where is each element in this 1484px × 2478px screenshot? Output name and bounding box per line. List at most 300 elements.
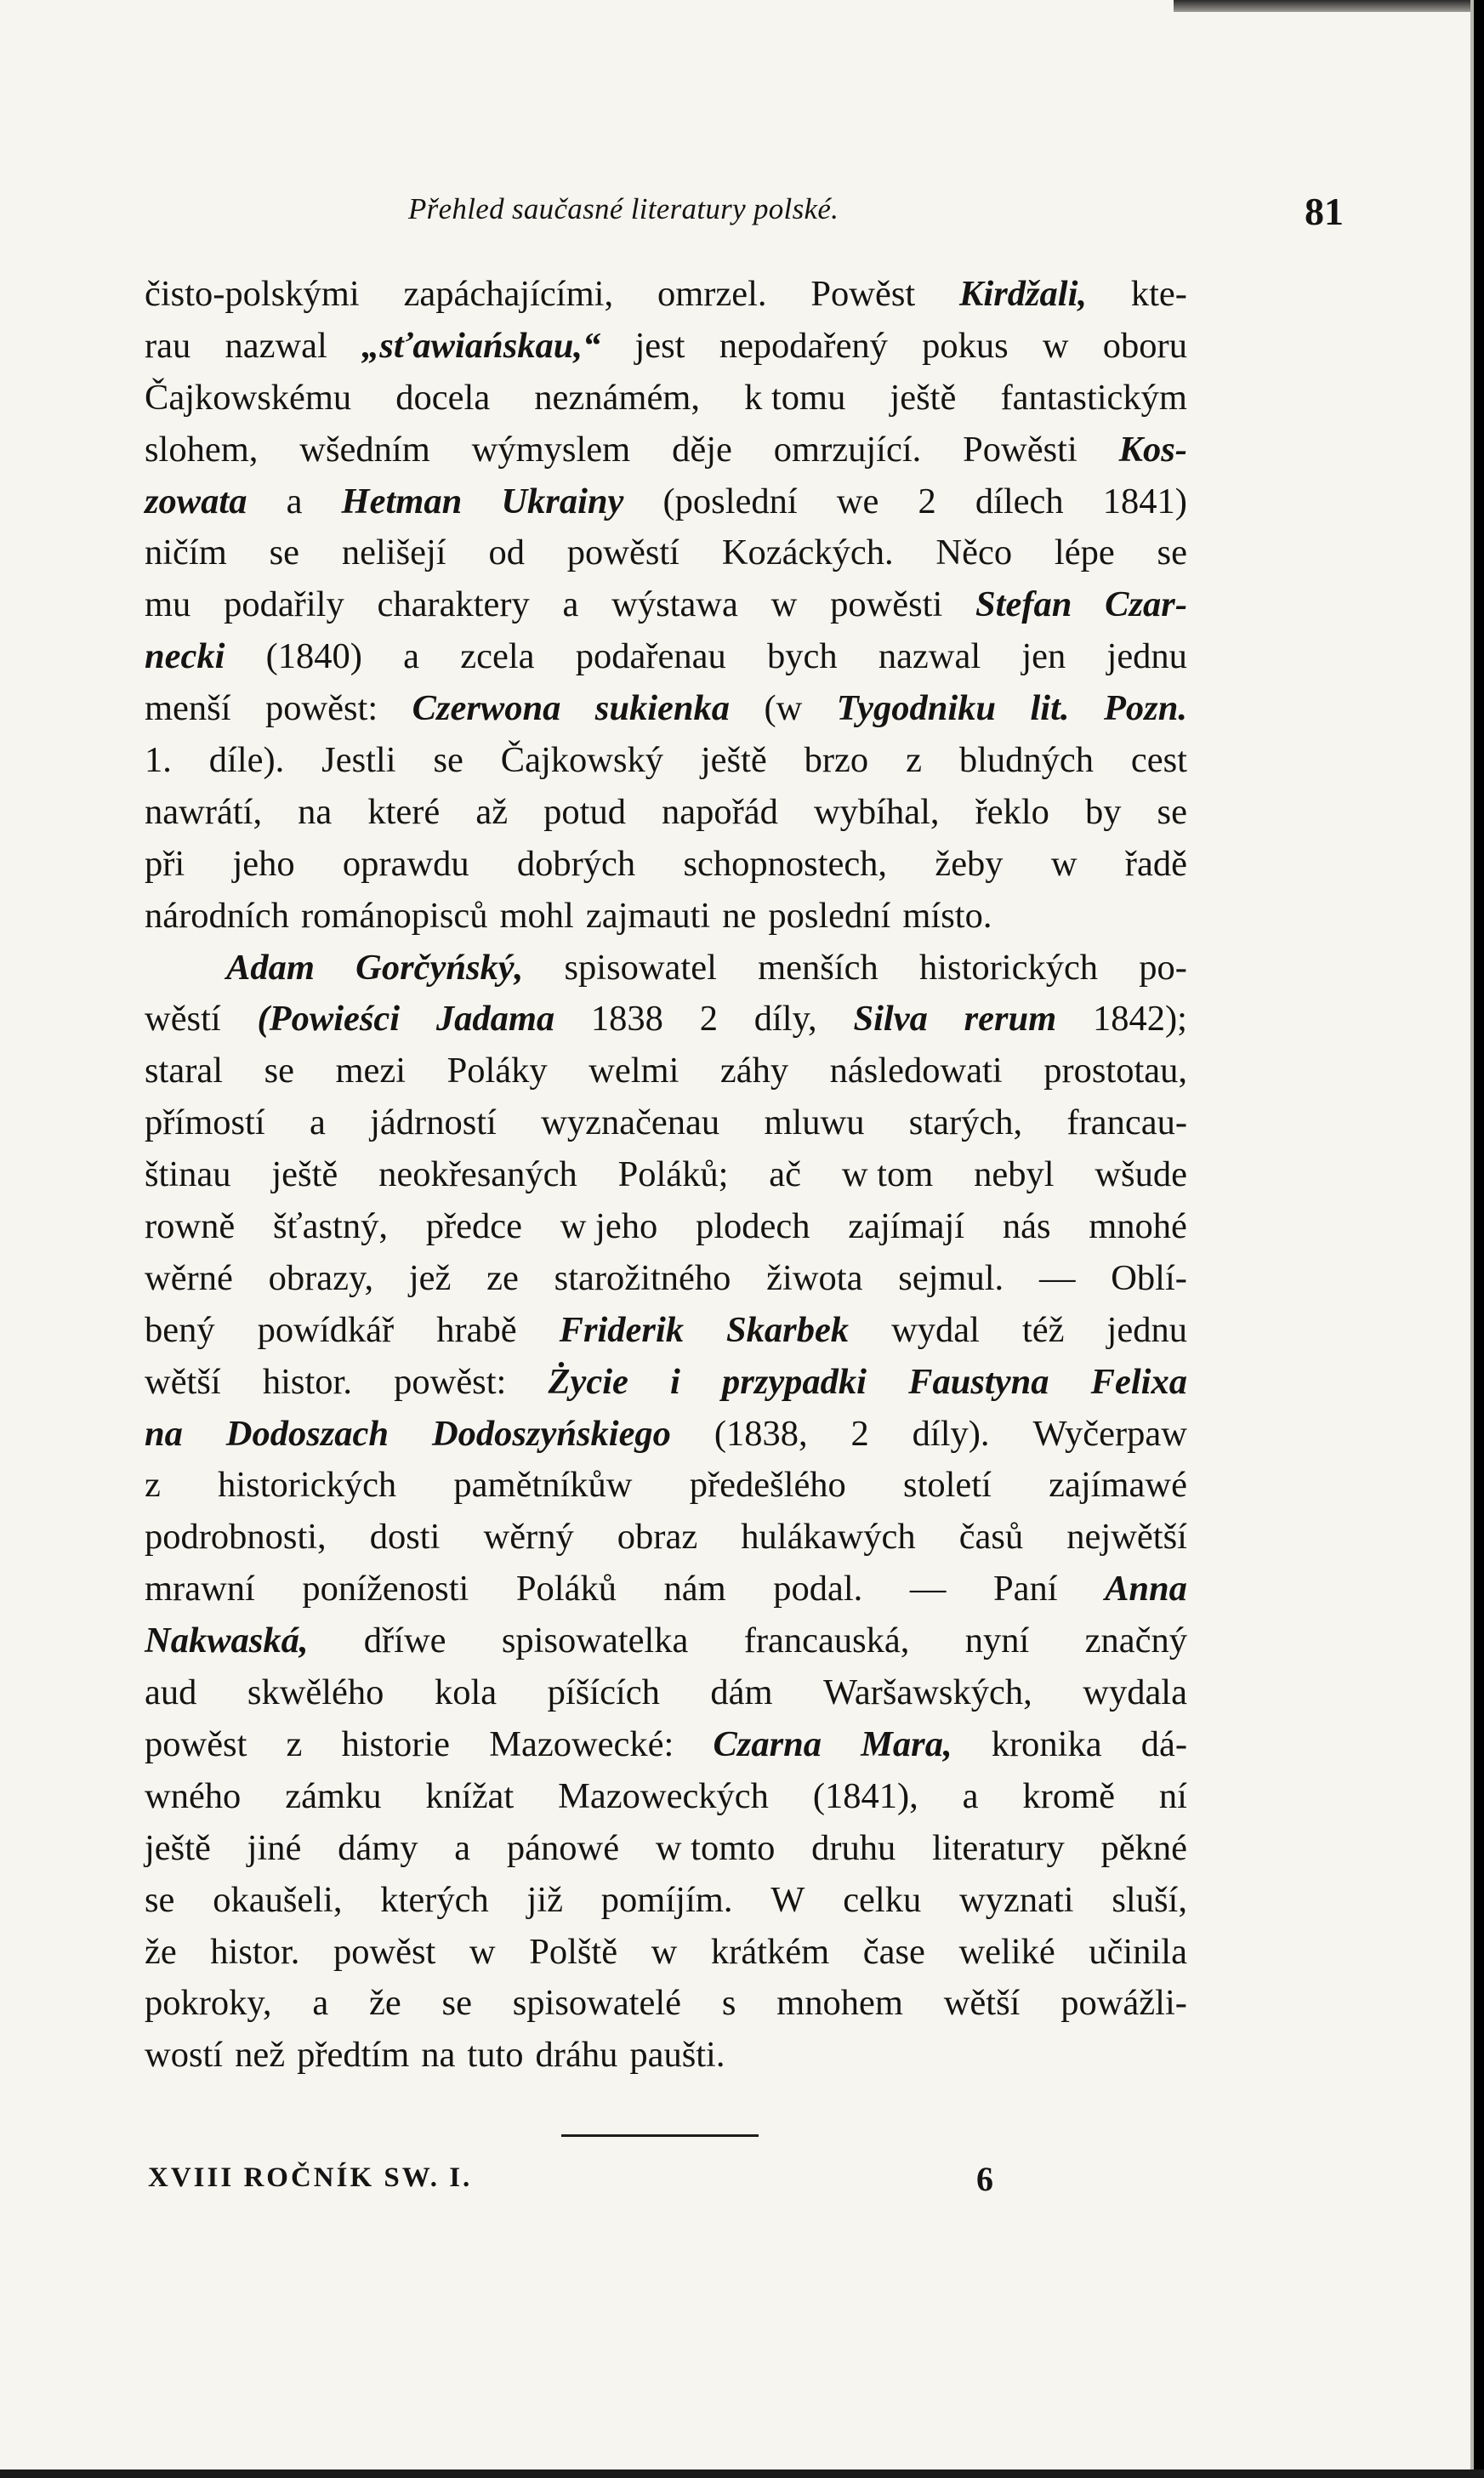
word: wyznačenau <box>541 1102 720 1143</box>
word: lépe <box>1054 533 1115 573</box>
scan-edge-right <box>1474 0 1484 2478</box>
word: při <box>145 843 185 884</box>
word: po- <box>1139 947 1187 988</box>
italic-word: Pozn. <box>1103 688 1187 729</box>
word: wydala <box>1083 1672 1187 1713</box>
word: welmi <box>588 1051 679 1091</box>
word: hrabě <box>436 1309 517 1350</box>
word: 1838 <box>590 999 663 1040</box>
word: powěst <box>145 1723 247 1764</box>
word: rowně <box>145 1206 236 1247</box>
text-line <box>145 1460 1187 1512</box>
word: wšedním <box>299 429 430 470</box>
word: kronika <box>991 1723 1102 1764</box>
word: menších <box>758 947 878 988</box>
word: Čajkowský <box>500 740 663 781</box>
text-line <box>145 943 1187 994</box>
word: (1838, <box>714 1413 808 1454</box>
word: spisowatelka <box>501 1621 689 1661</box>
word: jiné <box>247 1827 302 1868</box>
word: řeklo <box>975 791 1049 832</box>
word: díle). <box>208 740 285 781</box>
italic-word: Anna <box>1105 1569 1187 1609</box>
word: (1841), <box>812 1775 918 1816</box>
word: a <box>962 1775 979 1816</box>
word: mrawní <box>145 1569 255 1609</box>
word: že <box>145 1931 177 1972</box>
word: starožitného <box>554 1257 731 1298</box>
word: že <box>369 1983 401 2024</box>
text-line <box>145 994 1187 1045</box>
word: přímostí <box>145 1102 265 1143</box>
word: jež <box>408 1257 452 1298</box>
text-line <box>145 579 1187 631</box>
word: knížat <box>425 1775 515 1816</box>
italic-word: Felixa <box>1090 1361 1187 1402</box>
word: Paní <box>992 1569 1058 1609</box>
body-text <box>145 269 1187 2082</box>
word: románopisců <box>300 895 488 936</box>
word: histor. <box>262 1361 352 1402</box>
word: paušti. <box>629 2035 725 2076</box>
word: ní <box>1158 1775 1187 1816</box>
word: wěrný <box>483 1517 574 1558</box>
word: šťastný, <box>272 1206 388 1247</box>
text-line <box>145 1875 1187 1927</box>
italic-word: Adam <box>226 947 315 988</box>
word: wětší <box>145 1361 221 1402</box>
word: francau- <box>1066 1102 1187 1143</box>
word: a <box>454 1827 471 1868</box>
italic-word: Hetman <box>341 481 463 521</box>
word: okaušeli, <box>213 1879 343 1920</box>
word: starých, <box>908 1102 1023 1143</box>
word: powěst: <box>394 1361 507 1402</box>
text-line <box>145 1357 1187 1409</box>
footer-rule <box>561 2134 759 2137</box>
word: — <box>909 1569 947 1609</box>
word: tuto <box>467 2035 524 2076</box>
word: zámku <box>285 1775 382 1816</box>
word: poslední <box>768 895 891 936</box>
word: rau <box>145 325 191 366</box>
word: wěstí <box>145 999 221 1040</box>
word: 2 <box>918 481 936 521</box>
word: w tom <box>841 1154 934 1195</box>
word: menší <box>145 688 231 729</box>
word: sluší, <box>1112 1879 1187 1920</box>
word: dá- <box>1140 1723 1187 1764</box>
text-line <box>145 321 1187 373</box>
word: Jestli <box>321 740 396 781</box>
word: národních <box>145 895 289 936</box>
word: w tomto <box>655 1827 776 1868</box>
word: nyní <box>964 1621 1030 1661</box>
text-line <box>145 2030 1187 2082</box>
italic-word: zowata <box>145 481 247 521</box>
word: mluwu <box>764 1102 865 1143</box>
word: W <box>770 1879 805 1920</box>
word: mnohem <box>776 1983 903 2024</box>
word: Kozáckých. <box>721 533 894 573</box>
word: podal. <box>773 1569 863 1609</box>
italic-word: Jadama <box>435 999 555 1040</box>
word: staral <box>145 1051 224 1091</box>
word: obraz <box>617 1517 698 1558</box>
italic-word: „sťawiańskau,“ <box>361 325 601 366</box>
word: jen <box>1021 636 1066 677</box>
word: brzo <box>804 740 869 781</box>
word: bych <box>766 636 838 677</box>
word: záhy <box>719 1051 789 1091</box>
italic-word: Dodoszyńskiego <box>431 1413 671 1454</box>
word: potud <box>543 791 626 832</box>
word: francauská, <box>743 1621 910 1661</box>
signature-mark: XVIII ROČNÍK SW. I. <box>148 2162 473 2193</box>
word: ničím <box>145 533 227 573</box>
word: Polště <box>529 1931 618 1972</box>
text-line <box>145 1045 1187 1097</box>
word: nawrátí, <box>145 791 263 832</box>
italic-word: Friderik <box>559 1309 684 1350</box>
word: Powěst <box>810 274 916 314</box>
italic-word: Ukrainy <box>501 481 624 521</box>
word: a <box>403 636 420 677</box>
italic-word: lit. <box>1030 688 1070 729</box>
word: histor. <box>210 1931 300 1972</box>
word: powěstí <box>566 533 679 573</box>
word: nelišejí <box>341 533 446 573</box>
word: časů <box>958 1517 1024 1558</box>
sheet-number: 6 <box>976 2160 993 2198</box>
word: se <box>1157 533 1187 573</box>
word: díly). <box>912 1413 990 1454</box>
text-line <box>145 1719 1187 1771</box>
word: nazwal <box>225 325 327 366</box>
word: z <box>145 1465 161 1506</box>
word: mnohé <box>1089 1206 1187 1247</box>
word: celku <box>843 1879 922 1920</box>
word: a <box>312 1983 329 2024</box>
running-head <box>136 189 1344 248</box>
word: mezi <box>335 1051 407 1091</box>
word: Oblí- <box>1111 1257 1187 1298</box>
word: ne <box>722 895 757 936</box>
text-line <box>145 1097 1187 1149</box>
word: kterých <box>380 1879 489 1920</box>
word: pokroky, <box>145 1983 272 2024</box>
word: ještě <box>890 377 957 418</box>
italic-word: Tygodniku <box>836 688 997 729</box>
word: neokřesaných <box>378 1154 577 1195</box>
word: omrzující. <box>773 429 922 470</box>
word: Waršawských, <box>823 1672 1032 1713</box>
word: jádrností <box>370 1102 497 1143</box>
word: wydal <box>891 1309 980 1350</box>
text-line <box>145 839 1187 891</box>
word: s <box>721 1983 736 2024</box>
word: — <box>1038 1257 1076 1298</box>
word: wýmyslem <box>471 429 631 470</box>
italic-word: rerum <box>964 999 1057 1040</box>
word: pamětníkůw <box>453 1465 633 1506</box>
word: kromě <box>1022 1775 1115 1816</box>
word: 2 <box>850 1413 869 1454</box>
word: pánowé <box>506 1827 620 1868</box>
text-line <box>145 527 1187 579</box>
word: spisowatelé <box>512 1983 682 2024</box>
word: z <box>286 1723 303 1764</box>
word: podařily <box>224 584 344 625</box>
word: oprawdu <box>342 843 469 884</box>
running-title: Přehled saučasné literatury polské. <box>408 192 839 225</box>
word: řadě <box>1124 843 1187 884</box>
word: čase <box>862 1931 925 1972</box>
text-line <box>145 1823 1187 1875</box>
word: děje <box>672 429 732 470</box>
word: poníženosti <box>302 1569 469 1609</box>
word: bený <box>145 1309 215 1350</box>
word: Mazoweckých <box>558 1775 769 1816</box>
italic-word: Czerwona <box>412 688 561 729</box>
word: čisto-polskými <box>145 274 360 314</box>
word: mohl <box>499 895 574 936</box>
word: historie <box>341 1723 451 1764</box>
word: nepodařený <box>719 325 888 366</box>
word: dráhu <box>535 2035 618 2076</box>
word: jednu <box>1106 636 1187 677</box>
word: 1842); <box>1093 999 1187 1040</box>
word: nám <box>663 1569 726 1609</box>
scan-edge-bottom <box>0 2469 1484 2478</box>
text-line <box>145 1771 1187 1823</box>
text-line <box>145 373 1187 424</box>
word: na <box>298 791 333 832</box>
word: sejmul. <box>898 1257 1004 1298</box>
word: žiwota <box>766 1257 863 1298</box>
word: zapáchajícími, <box>403 274 614 314</box>
word: wostí <box>145 2035 224 2076</box>
text-line <box>145 1409 1187 1461</box>
text-line <box>145 1253 1187 1305</box>
word: (poslední <box>662 481 798 521</box>
word: píšících <box>547 1672 660 1713</box>
italic-word: Faustyna <box>908 1361 1049 1402</box>
word: místo. <box>902 895 992 936</box>
word: wybíhal, <box>813 791 940 832</box>
word: se <box>1157 791 1187 832</box>
word: (1840) <box>265 636 362 677</box>
word: omrzel. <box>657 274 767 314</box>
word: bludných <box>958 740 1095 781</box>
italic-word: Stefan <box>975 584 1072 625</box>
word: se <box>433 740 463 781</box>
word: spisowatel <box>564 947 717 988</box>
word: napořád <box>662 791 778 832</box>
italic-word: Nakwaská, <box>145 1621 309 1661</box>
word: nazwal <box>878 636 981 677</box>
word: (w <box>764 688 803 729</box>
word: ještě <box>145 1827 211 1868</box>
word: w <box>1050 843 1077 884</box>
word: powážli- <box>1060 1983 1187 2024</box>
italic-word: sukienka <box>594 688 731 729</box>
text-line <box>145 1564 1187 1615</box>
word: Wyčerpaw <box>1032 1413 1187 1454</box>
word: obrazy, <box>268 1257 374 1298</box>
word: weliké <box>958 1931 1055 1972</box>
word: značný <box>1084 1621 1187 1661</box>
text-line <box>145 1615 1187 1667</box>
word: mu <box>145 584 191 625</box>
text-line <box>145 683 1187 735</box>
word: jeho <box>232 843 295 884</box>
italic-word: i <box>670 1361 680 1402</box>
italic-word: na <box>145 1413 183 1454</box>
word: krátkém <box>710 1931 830 1972</box>
word: powídkář <box>257 1309 395 1350</box>
text-line <box>145 1978 1187 2030</box>
word: druhu <box>811 1827 896 1868</box>
word: powěst: <box>264 688 378 729</box>
word: Čajkowskému <box>145 377 352 418</box>
page-number: 81 <box>1305 190 1344 233</box>
text-line <box>145 1512 1187 1564</box>
word: Poláků; <box>617 1154 729 1195</box>
word: skwělého <box>247 1672 384 1713</box>
word: plodech <box>695 1206 810 1247</box>
word: historických <box>218 1465 397 1506</box>
word: powěsti <box>830 584 943 625</box>
word: dámy <box>338 1827 418 1868</box>
word: dosti <box>369 1517 441 1558</box>
word: neznámém, <box>534 377 700 418</box>
word: pokus <box>922 325 1009 366</box>
text-line <box>145 891 1187 943</box>
word: by <box>1084 791 1122 832</box>
word: zajímají <box>848 1206 965 1247</box>
text-line <box>145 1927 1187 1979</box>
italic-word: Mara, <box>861 1723 952 1764</box>
word: historických <box>918 947 1099 988</box>
text-line <box>145 1667 1187 1719</box>
text-line <box>145 735 1187 787</box>
text-line <box>145 787 1187 839</box>
word: kte- <box>1130 274 1187 314</box>
word: též <box>1021 1309 1065 1350</box>
word: cest <box>1130 740 1187 781</box>
word: zajímawé <box>1049 1465 1187 1506</box>
word: pěkné <box>1100 1827 1187 1868</box>
word: wyznati <box>959 1879 1074 1920</box>
word: wýstawa <box>611 584 738 625</box>
word: literatury <box>932 1827 1065 1868</box>
word: z <box>906 740 922 781</box>
word: powěst <box>333 1931 436 1972</box>
italic-word: Gorčyńský, <box>355 947 524 988</box>
word: již <box>526 1879 563 1920</box>
word: docela <box>395 377 491 418</box>
word: ještě <box>700 740 767 781</box>
word: následowati <box>829 1051 1003 1091</box>
word: Poláků <box>515 1569 617 1609</box>
word: zcela <box>460 636 535 677</box>
italic-word: Życie <box>548 1361 628 1402</box>
word: k tomu <box>744 377 846 418</box>
word: štinau <box>145 1154 231 1195</box>
word: Poláky <box>446 1051 548 1091</box>
text-line <box>145 631 1187 683</box>
italic-word: Silva <box>853 999 928 1040</box>
word: se <box>145 1879 175 1920</box>
italic-word: Czar- <box>1105 584 1187 625</box>
word: podrobnosti, <box>145 1517 327 1558</box>
word: a <box>562 584 579 625</box>
word: až <box>475 791 509 832</box>
italic-word: Kirdžali, <box>959 274 1088 314</box>
word: předtím <box>297 2035 410 2076</box>
word: w <box>469 1931 496 1972</box>
word: století <box>903 1465 992 1506</box>
word: pomíjím. <box>600 1879 733 1920</box>
word: fantastickým <box>1000 377 1187 418</box>
word: wětší <box>943 1983 1021 2024</box>
word: ze <box>486 1257 519 1298</box>
italic-word: (Powieści <box>257 999 401 1040</box>
word: předešlého <box>689 1465 846 1506</box>
word: podařenau <box>575 636 726 677</box>
page-footer <box>148 2162 998 2213</box>
word: díly, <box>753 999 817 1040</box>
text-line <box>145 424 1187 476</box>
word: prostotau, <box>1043 1051 1187 1091</box>
italic-word: przypadki <box>721 1361 867 1402</box>
italic-word: Dodoszach <box>225 1413 389 1454</box>
word: 2 <box>699 999 718 1040</box>
italic-word: Czarna <box>713 1723 822 1764</box>
word: w <box>770 584 798 625</box>
word: oboru <box>1102 325 1187 366</box>
word: we <box>836 481 879 521</box>
word: od <box>488 533 525 573</box>
word: hulákawých <box>741 1517 916 1558</box>
word: nás <box>1002 1206 1051 1247</box>
word: předce <box>425 1206 522 1247</box>
word: charaktery <box>377 584 530 625</box>
word: kola <box>434 1672 498 1713</box>
text-line <box>145 1201 1187 1253</box>
text-line <box>145 1305 1187 1357</box>
word: dříwe <box>363 1621 446 1661</box>
word: Něco <box>935 533 1013 573</box>
word: schopnostech, <box>683 843 888 884</box>
word: se <box>264 1051 294 1091</box>
word: wěrné <box>145 1257 233 1298</box>
word: slohem, <box>145 429 259 470</box>
word: aud <box>145 1672 197 1713</box>
text-line <box>145 1149 1187 1201</box>
italic-word: necki <box>145 636 225 677</box>
word: dám <box>710 1672 773 1713</box>
word: které <box>367 791 441 832</box>
word: ač <box>769 1154 801 1195</box>
word: wšude <box>1095 1154 1187 1195</box>
word: se <box>441 1983 472 2024</box>
word: zajmauti <box>585 895 711 936</box>
word: 1841) <box>1102 481 1187 521</box>
word: dílech <box>975 481 1064 521</box>
word: w <box>651 1931 678 1972</box>
